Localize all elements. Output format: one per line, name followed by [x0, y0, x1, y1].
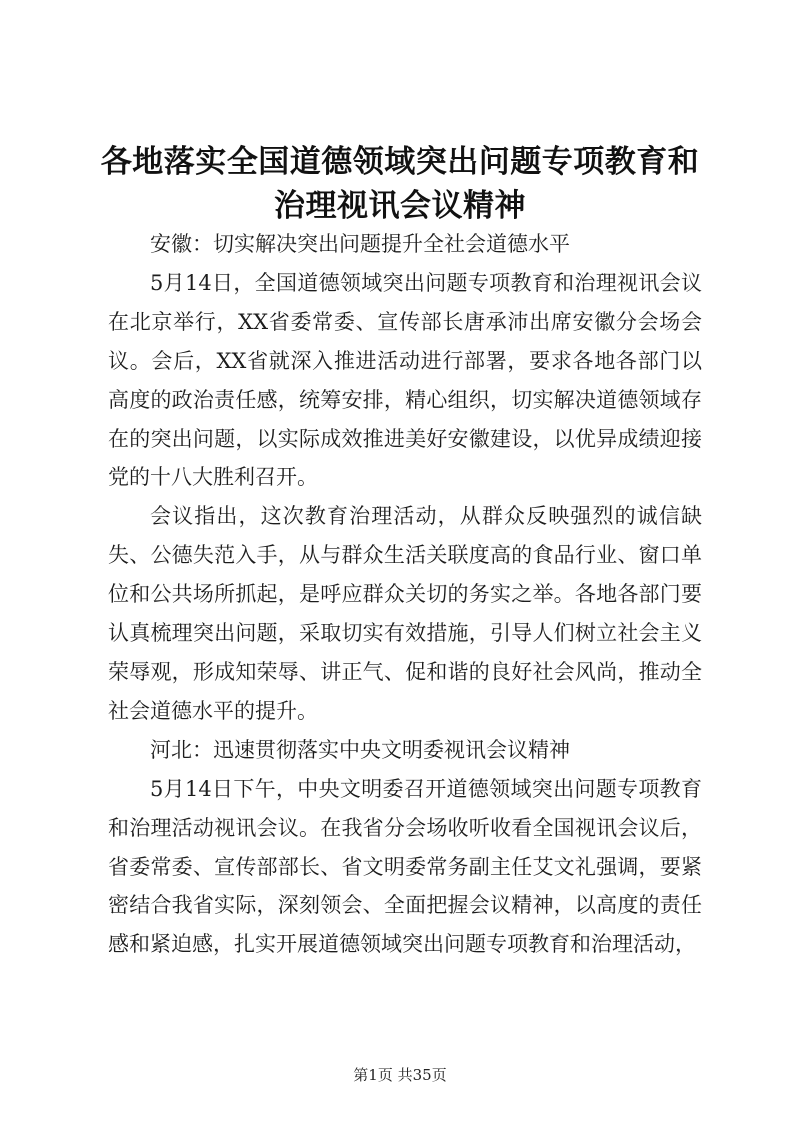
section-heading-hebei: 河北：迅速贯彻落实中央文明委视讯会议精神	[150, 737, 570, 762]
document-body	[108, 225, 702, 964]
paragraph-hebei-meeting: 5月14日下午，中央文明委召开道德领域突出问题专项教育和治理活动视讯会议。在我省分会场收听收看全国视讯会议后，省委常委、宣传部部长、省文明委常务副主任艾文礼强调，要紧密结合我省实际，深刻领会、全面把握会议精神，以高度的责任感和紧迫感，扎实开展道德领域突出问题专项教育和治理活动，	[108, 776, 702, 957]
paragraph-anhui-instructions: 会议指出，这次教育治理活动，从群众反映强烈的诚信缺失、公德失范入手，从与群众生活关联度高的食品行业、窗口单位和公共场所抓起，是呼应群众关切的务实之举。各地各部门要认真梳理突出问题，采取切实有效措施，引导人们树立社会主义荣辱观，形成知荣辱、讲正气、促和谐的良好社会风尚，推动全社会道德水平的提升。	[108, 504, 702, 723]
document-title: 各地落实全国道德领域突出问题专项教育和治理视讯会议精神	[100, 144, 700, 224]
page-number: 第1页 共35页	[353, 1066, 447, 1084]
page-footer	[0, 1065, 800, 1085]
paragraph-anhui-meeting: 5月14日，全国道德领域突出问题专项教育和治理视讯会议在北京举行，XX省委常委、宣传部长唐承沛出席安徽分会场会议。会后，XX省就深入推进活动进行部署，要求各地各部门以高度的政治责任感，统筹安排，精心组织，切实解决道德领域存在的突出问题，以实际成效推进美好安徽建设，以优异成绩迎接党的十八大胜利召开。	[108, 270, 702, 490]
section-heading-anhui: 安徽：切实解决突出问题提升全社会道德水平	[150, 232, 570, 256]
